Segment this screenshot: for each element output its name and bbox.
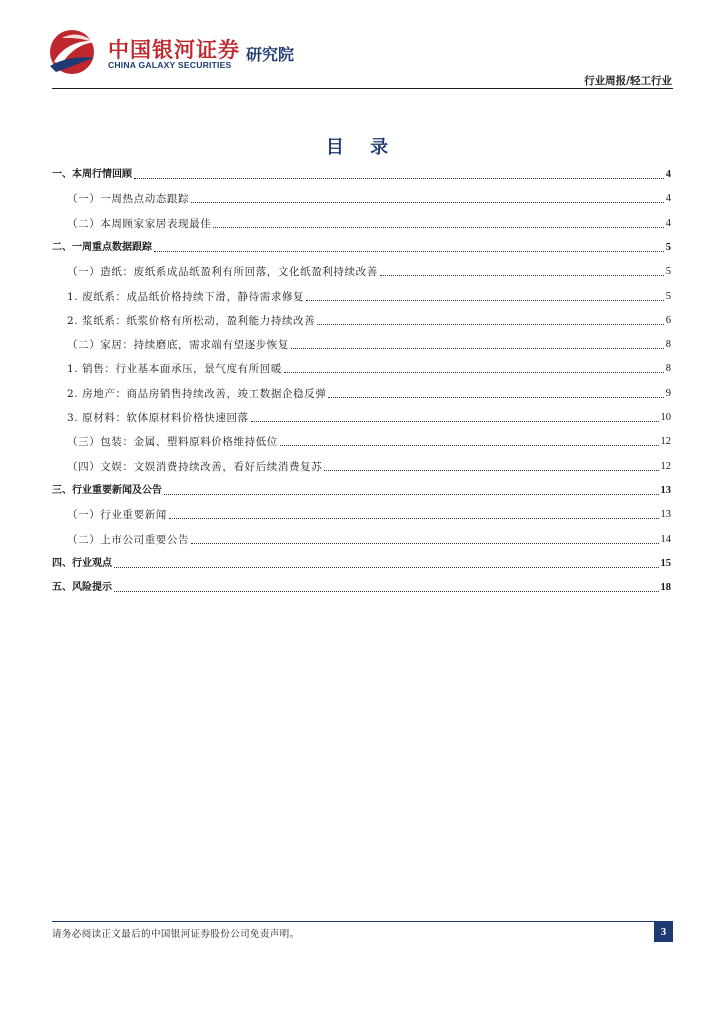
page-number: 3 [654,922,673,942]
toc-entry-label: （二）本周顾家家居表现最佳 [67,217,212,230]
toc-entry-label: 一、本周行情回顾 [52,169,132,180]
toc-entry-label: 二、一周重点数据跟踪 [52,241,152,253]
toc-entry-page: 8 [665,363,671,375]
toc-entry-label: 2. 浆纸系：纸浆价格有所松动，盈利能力持续改善 [67,314,316,327]
toc-entry-page: 14 [660,533,671,545]
toc-entry-label: 1. 销售：行业基本面承压，景气度有所回暖 [67,363,282,376]
toc-leader-dots [191,202,664,203]
toc-entry-label: 四、行业观点 [52,557,112,569]
toc-entry-label: （三）包装：金属、塑料原料价格维持低位 [67,436,278,449]
toc-leader-dots [213,227,663,228]
toc-entry[interactable] [52,239,671,255]
toc-entry[interactable] [52,215,671,231]
toc-entry-page: 4 [665,193,671,205]
toc-entry-page: 18 [660,582,671,594]
footer-divider [52,921,673,922]
toc-leader-dots [114,567,659,568]
toc-entry-page: 5 [665,290,671,302]
toc-entry-label: 3. 原材料：软体原材料价格快速回落 [67,412,249,424]
toc-title: 目 录 [325,137,399,158]
toc-leader-dots [328,397,663,398]
toc-entry-page: 12 [660,460,671,472]
brand-name-cn: 中国银河证券 [108,38,240,62]
toc-entry-label: （四）文娱：文娱消费持续改善，看好后续消费复苏 [67,460,323,473]
toc-entry[interactable] [52,166,671,182]
toc-entry-page: 8 [665,339,671,351]
toc-entry-label: 1. 废纸系：成品纸价格持续下滑，静待需求修复 [67,290,305,303]
toc-entry[interactable] [52,190,671,206]
toc-entry-page: 5 [665,241,671,253]
toc-entry[interactable] [52,409,671,425]
footer-disclaimer: 请务必阅读正文最后的中国银河证券股份公司免责声明。 [52,929,300,940]
toc-entry-page: 9 [665,387,671,399]
toc-entry[interactable] [52,458,671,474]
toc-entry[interactable] [52,336,671,352]
toc-leader-dots [251,421,659,422]
toc-entry[interactable] [52,433,671,449]
toc-entry-label: （一）造纸：废纸系成品纸盈利有所回落，文化纸盈利持续改善 [67,266,378,279]
toc-leader-dots [317,324,663,325]
toc-entry-label: （一）行业重要新闻 [67,509,167,522]
toc-entry[interactable] [52,360,671,376]
toc-entry-label: 三、行业重要新闻及公告 [52,484,162,496]
toc-leader-dots [284,372,664,373]
toc-entry-page: 12 [660,436,671,448]
page-header [0,0,724,92]
toc-entry-page: 13 [660,509,671,521]
toc-leader-dots [324,470,658,471]
toc-leader-dots [169,518,659,519]
toc-entry-page: 10 [660,412,671,423]
toc-leader-dots [114,591,659,592]
toc-leader-dots [134,178,664,179]
brand-name-en: CHINA GALAXY SECURITIES [108,60,232,70]
toc-entry-page: 15 [660,557,671,569]
toc-entry-label: 五、风险提示 [52,582,112,594]
toc-entry[interactable] [52,288,671,304]
toc-entry[interactable] [52,555,671,571]
toc-entry[interactable] [52,579,671,595]
toc-entry-page: 6 [665,314,671,326]
toc-entry[interactable] [52,312,671,328]
toc-entry-label: 2. 房地产：商品房销售持续改善，竣工数据企稳反弹 [67,387,327,400]
galaxy-logo-icon [48,28,100,76]
institute-label: 研究院 [246,45,295,64]
toc-entry-page: 4 [665,217,671,229]
toc-entry-label: （一）一周热点动态跟踪 [67,193,190,206]
toc-leader-dots [191,543,658,544]
toc-entry-label: （二）家居：持续磨底，需求端有望逐步恢复 [67,339,289,352]
toc-leader-dots [380,275,664,276]
toc-entry[interactable] [52,263,671,279]
toc-leader-dots [164,494,659,495]
toc-leader-dots [280,445,659,446]
toc-entry-page: 5 [665,266,671,278]
toc-entry[interactable] [52,506,671,522]
toc-entry[interactable] [52,531,671,547]
toc-leader-dots [306,300,664,301]
report-type: 行业周报/轻工行业 [584,75,672,87]
header-divider [52,88,673,89]
toc-entry[interactable] [52,385,671,401]
toc-leader-dots [291,348,664,349]
toc-entry[interactable] [52,482,671,498]
toc-entry-page: 4 [665,169,671,180]
toc-entry-page: 13 [660,484,671,496]
toc-leader-dots [154,251,664,252]
toc-entry-label: （二）上市公司重要公告 [67,533,190,546]
